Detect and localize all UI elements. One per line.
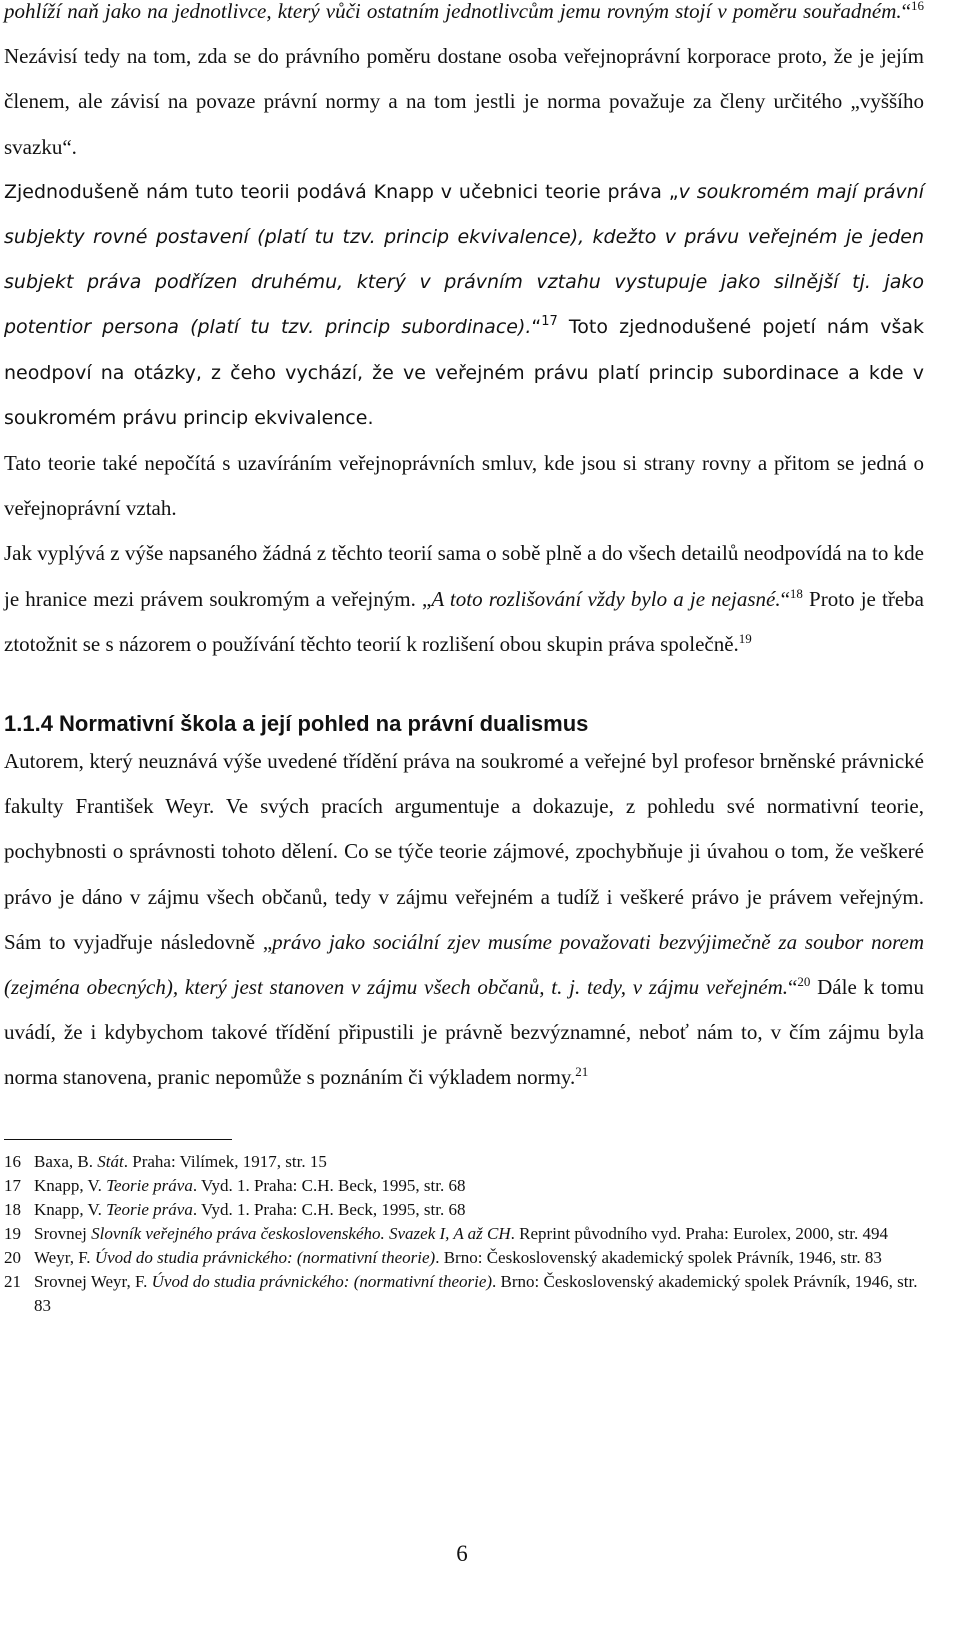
- footnote-author: Knapp, V.: [34, 1199, 107, 1219]
- section-paragraph-quote: právo jako sociální zjev musíme považovati bezvýjimečně za soubor norem (zejména obecných), který jest stanoven v zájmu všech občanů, t. j. tedy, v zájmu veřejném.: [4, 929, 924, 1000]
- footnote-19: [4, 1222, 924, 1246]
- footnote-publisher: . Brno: Československý akademický spolek Právník, 1946, str. 83: [34, 1271, 918, 1315]
- footnote-title: Teorie práva: [106, 1199, 193, 1219]
- footnote-ref-17[interactable]: 17: [541, 314, 558, 330]
- paragraph-4-text: Jak vyplývá z výše napsaného žádná z těchto teorií sama o sobě plně a do všech detailů neodpovídá na to kde je hranice mezi právem soukromým a veřejným. „: [4, 541, 924, 611]
- footnote-ref-18[interactable]: 18: [789, 585, 803, 601]
- footnote-publisher: . Brno: Československý akademický spolek Právník, 1946, str. 83: [435, 1247, 882, 1267]
- paragraph-2: [4, 170, 924, 441]
- paragraph-4: [4, 531, 924, 667]
- footnotes: [4, 1150, 924, 1318]
- footnote-ref-16[interactable]: 16: [911, 0, 924, 13]
- paragraph-4-text-cont: Proto je třeba ztotožnit se s názorem o používání těchto teorií k rozlišení obou skupin práva společně.: [4, 586, 924, 656]
- section-paragraph-text: Autorem, který neuznává výše uvedené třídění práva na soukromé a veřejné byl profesor brněnské právnické fakulty František Weyr. Ve svých pracích argumentuje a dokazuje, z pohledu své normativní teorie, pochybnosti o správnosti tohoto dělení. Co se týče teorie zájmové, zpochybňuje ji úvahou o tom, že veškeré právo je dáno v zájmu všech občanů, tedy v zájmu veřejném a tudíž i veškeré právo je právem veřejným. Sám to vyjadřuje následovně „: [4, 749, 924, 954]
- footnote-17: [4, 1174, 924, 1198]
- paragraph-3-text: Tato teorie také nepočítá s uzavíráním veřejnoprávních smluv, kde jsou si strany rovny a přitom se jedná o veřejnoprávní vztah.: [4, 451, 924, 521]
- footnote-publisher: . Vyd. 1. Praha: C.H. Beck, 1995, str. 68: [192, 1175, 466, 1195]
- closing-quote: “: [780, 586, 790, 611]
- footnote-author: Srovnej Weyr, F.: [34, 1271, 152, 1291]
- footnote-ref-19[interactable]: 19: [738, 630, 752, 646]
- footnote-number: 17: [4, 1175, 21, 1195]
- section-paragraph-text-cont: Dále k tomu uvádí, že i kdybychom takové třídění připustili je právně bezvýznamné, neboť nám to, v čím zájmu byla norma stanovena, pranic nepomůže s poznáním či výkladem normy.: [4, 975, 924, 1090]
- footnote-20: [4, 1246, 924, 1270]
- closing-quote: “: [788, 975, 798, 1000]
- footnote-text: [34, 1222, 924, 1246]
- footnote-number: 19: [4, 1223, 21, 1243]
- footnote-title: Stát: [97, 1151, 124, 1171]
- footnote-author: Weyr, F.: [34, 1247, 95, 1267]
- footnote-number: 16: [4, 1151, 21, 1171]
- footnote-number: 18: [4, 1199, 21, 1219]
- footnote-author: Knapp, V.: [34, 1175, 107, 1195]
- footnote-text: [34, 1174, 924, 1198]
- paragraph-1-italic: pohlíží naň jako na jednotlivce, který vůči ostatním jednotlivcům jemu rovným stojí v poměru souřadném.: [4, 0, 902, 23]
- footnote-publisher: . Praha: Vilímek, 1917, str. 15: [123, 1151, 327, 1171]
- footnote-text: [34, 1150, 924, 1174]
- footnote-18: [4, 1198, 924, 1222]
- footnote-publisher: . Reprint původního vyd. Praha: Eurolex, 2000, str. 494: [510, 1223, 888, 1243]
- footnote-publisher: . Vyd. 1. Praha: C.H. Beck, 1995, str. 68: [192, 1199, 466, 1219]
- footnote-title: Slovník veřejného práva československého. Svazek I, A až CH: [91, 1223, 511, 1243]
- footnote-16: [4, 1150, 924, 1174]
- paragraph-2-text: Zjednodušeně nám tuto teorii podává Knapp v učebnici teorie práva „: [4, 180, 679, 203]
- paragraph-2-text-cont: Toto zjednodušené pojetí nám však neodpoví na otázky, z čeho vychází, že ve veřejném právu platí princip subordinace a kde v soukromém právu princip ekvivalence.: [4, 316, 924, 429]
- paragraph-3: [4, 441, 924, 531]
- footnote-text: [34, 1246, 924, 1270]
- footnote-text: [34, 1198, 924, 1222]
- paragraph-4-quote: A toto rozlišování vždy bylo a je nejasné.: [431, 586, 781, 611]
- paragraph-1: [4, 0, 924, 170]
- closing-quote: “: [531, 316, 542, 339]
- footnote-author: Baxa, B.: [34, 1151, 98, 1171]
- footnote-separator: [4, 1139, 232, 1140]
- paragraph-2-quote: v soukromém mají právní subjekty rovné postavení (platí tu tzv. princip ekvivalence), kdežto v právu veřejném je jeden subjekt práva podřízen druhému, který v právním vztahu vystupuje jako silnější tj. jako potentior persona (platí tu tzv. princip subordinace).: [4, 180, 924, 339]
- footnote-title: Úvod do studia právnického: (normativní theorie): [151, 1271, 493, 1291]
- footnote-ref-20[interactable]: 20: [797, 974, 811, 990]
- section-heading: 1.1.4 Normativní škola a její pohled na právní dualismus: [4, 711, 589, 737]
- footnote-21: [4, 1270, 924, 1318]
- footnote-number: 21: [4, 1271, 21, 1291]
- page-number: 6: [456, 1541, 468, 1566]
- footnote-title: Teorie práva: [106, 1175, 193, 1195]
- footnote-title: Úvod do studia právnického: (normativní theorie): [94, 1247, 436, 1267]
- footnote-text: [34, 1270, 924, 1318]
- closing-quote: “: [901, 0, 911, 23]
- footnote-number: 20: [4, 1247, 21, 1267]
- paragraph-1-text: Nezávisí tedy na tom, zda se do právního poměru dostane osoba veřejnoprávní korporace proto, že je jejím členem, ale závisí na povaze právní normy a na tom jestli je norma považuje za členy určitého „vyššího svazku“.: [4, 44, 924, 159]
- footnote-ref-21[interactable]: 21: [575, 1064, 589, 1080]
- section-paragraph: [4, 739, 924, 1101]
- footnote-author: Srovnej: [34, 1223, 92, 1243]
- document-page: [4, 0, 924, 1318]
